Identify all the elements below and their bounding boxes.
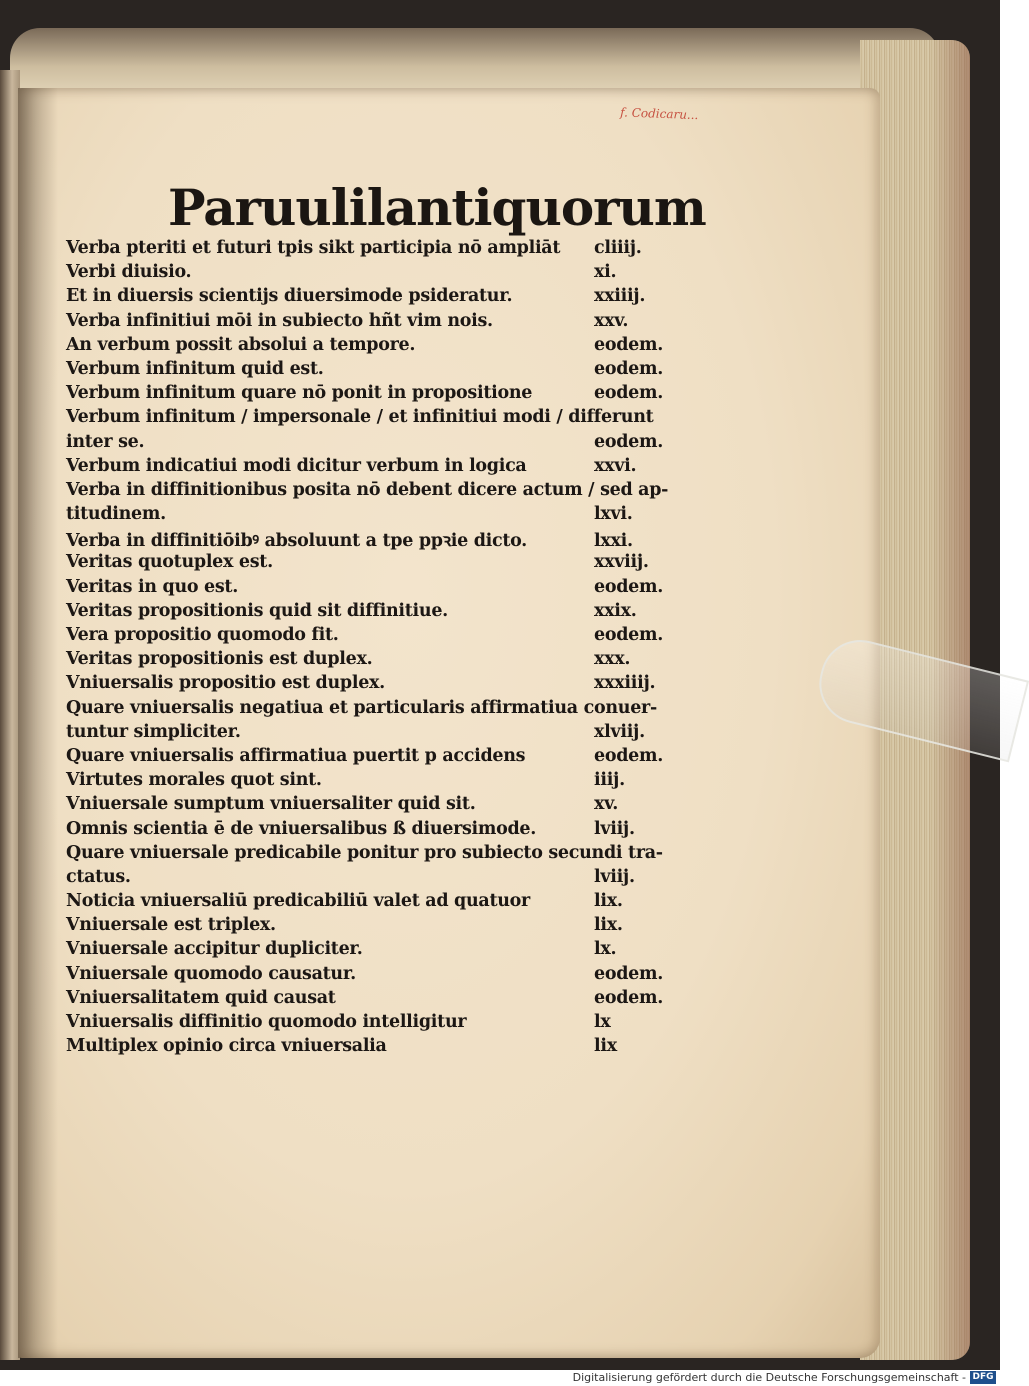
dfg-logo: DFG (970, 1371, 996, 1384)
index-entry (66, 625, 678, 649)
index-entry (66, 238, 678, 262)
entry-text: Veritas quotuplex est. (66, 552, 273, 573)
footer-credit: Digitalisierung gefördert durch die Deutsche Forschungsgemeinschaft - (572, 1371, 966, 1384)
index-entry (66, 698, 678, 722)
index-entry (66, 1012, 678, 1036)
entry-reference: eodem. (594, 625, 663, 645)
entry-reference: xi. (594, 262, 617, 283)
entry-text: Vera propositio quomodo fit. (66, 625, 339, 645)
entry-reference: eodem. (594, 987, 663, 1008)
entry-text: titudinem. (66, 504, 166, 525)
entry-text: Veritas propositionis quid sit diffinitiue. (66, 600, 448, 621)
entry-reference: lxxi. (594, 531, 633, 552)
page-heading: Paruulilantiquorum (168, 178, 706, 237)
entry-text: Verba in diffinitionibus posita nō debent dicere actum / sed ap- (66, 479, 669, 500)
entry-reference: eodem. (594, 963, 663, 984)
entry-text: Vniuersalis diffinitio quomodo intelligitur (66, 1012, 467, 1032)
entry-reference: eodem. (594, 576, 663, 597)
entry-text: Vniuersalitatem quid causat (66, 987, 336, 1008)
entry-text: Vniuersale accipitur dupliciter. (66, 939, 363, 960)
entry-reference: cliiij. (594, 238, 642, 258)
entry-reference: xlviij. (594, 721, 645, 742)
entry-text: Noticia vniuersaliū predicabiliū valet ad quatuor (66, 891, 530, 912)
index-entry (66, 359, 678, 383)
entry-text: Verba pteriti et futuri tpis sikt participia nō ampliāt (66, 238, 561, 258)
entry-reference: lix (594, 1036, 617, 1057)
entry-text: Verba in diffinitiōibꝰ absoluunt a tpe ppꝛie dicto. (66, 531, 527, 552)
entry-reference: xxv. (594, 310, 629, 331)
entry-text: Verba infinitiui mōi in subiecto hñt vim nois. (66, 310, 493, 331)
entry-reference: xxvi. (594, 455, 637, 476)
entry-reference: xv. (594, 794, 619, 815)
index-entry (66, 528, 678, 552)
entry-text: ctatus. (66, 866, 131, 887)
margin-note: f. Codicaru... (619, 105, 699, 123)
entry-reference: iiij. (594, 770, 625, 791)
entry-reference: lxvi. (594, 504, 633, 525)
entry-reference: xxx. (594, 649, 631, 670)
footer (0, 1370, 1000, 1386)
index-entry (66, 819, 678, 843)
index-entry (66, 407, 678, 431)
entry-reference: eodem. (594, 431, 663, 452)
entry-reference: xxiiij. (594, 286, 646, 307)
entry-text: Omnis scientia ē de vniuersalibus ß diuersimode. (66, 818, 537, 839)
index-entry (66, 794, 678, 818)
entry-text: Verbum infinitum / impersonale / et infinitiui modi / differunt (66, 407, 654, 428)
entry-text: Verbum infinitum quid est. (66, 358, 324, 379)
entry-reference: lviij. (594, 866, 635, 887)
index-entry (66, 262, 678, 286)
entry-text: tuntur simpliciter. (66, 721, 241, 742)
entry-text: Quare vniuersalis negatiua et particularis affirmatiua conuer- (66, 697, 657, 718)
page-gutter-shadow (18, 88, 58, 1358)
entry-text: Quare vniuersalis affirmatiua puertit p accidens (66, 745, 526, 766)
entry-text: Vniuersale quomodo causatur. (66, 963, 356, 984)
entry-text: Veritas in quo est. (66, 576, 238, 597)
entry-reference: lviij. (594, 818, 635, 839)
entry-reference: eodem. (594, 745, 663, 766)
entry-text: Et in diuersis scientijs diuersimode psideratur. (66, 286, 513, 307)
entry-text: An verbum possit absolui a tempore. (66, 334, 416, 355)
index-entry (66, 891, 678, 915)
entry-reference: eodem. (594, 383, 663, 404)
index-entry (66, 649, 678, 673)
index-entry (66, 673, 678, 697)
index-entry (66, 504, 678, 528)
index-entry (66, 722, 678, 746)
index-entry (66, 770, 678, 794)
index-entry (66, 843, 678, 867)
entry-reference: lx. (594, 939, 617, 960)
entry-text: Vniuersalis propositio est duplex. (66, 673, 385, 694)
index-entry (66, 577, 678, 601)
entry-reference: lx (594, 1012, 611, 1032)
left-cover-edge (0, 70, 20, 1360)
index-entry (66, 867, 678, 891)
index-entry (66, 383, 678, 407)
entry-text: Verbum infinitum quare nō ponit in propositione (66, 383, 533, 404)
entry-text: Vniuersale sumptum vniuersaliter quid sit. (66, 794, 476, 815)
entry-text: inter se. (66, 431, 145, 452)
index-entry (66, 456, 678, 480)
entry-text: Verbi diuisio. (66, 262, 192, 283)
index-entry (66, 552, 678, 576)
entry-text: Virtutes morales quot sint. (66, 770, 322, 791)
index-entry (66, 915, 678, 939)
entry-reference: eodem. (594, 358, 663, 379)
index-entry (66, 432, 678, 456)
entry-reference: eodem. (594, 334, 663, 355)
index-entries (66, 238, 678, 1060)
index-entry (66, 601, 678, 625)
entry-text: Multiplex opinio circa vniuersalia (66, 1036, 387, 1057)
index-entry (66, 746, 678, 770)
index-entry (66, 988, 678, 1012)
entry-text: Vniuersale est triplex. (66, 915, 276, 936)
index-entry (66, 480, 678, 504)
entry-text: Verbum indicatiui modi dicitur verbum in logica (66, 455, 527, 476)
index-entry (66, 335, 678, 359)
index-entry (66, 939, 678, 963)
entry-reference: xxix. (594, 600, 637, 621)
entry-reference: xxxiiij. (594, 673, 656, 694)
entry-reference: lix. (594, 915, 623, 936)
entry-text: Veritas propositionis est duplex. (66, 649, 373, 670)
index-entry (66, 1036, 678, 1060)
entry-reference: lix. (594, 891, 623, 912)
index-entry (66, 286, 678, 310)
entry-text: Quare vniuersale predicabile ponitur pro subiecto secundi tra- (66, 842, 663, 863)
entry-reference: xxviij. (594, 552, 649, 573)
index-entry (66, 311, 678, 335)
index-entry (66, 964, 678, 988)
